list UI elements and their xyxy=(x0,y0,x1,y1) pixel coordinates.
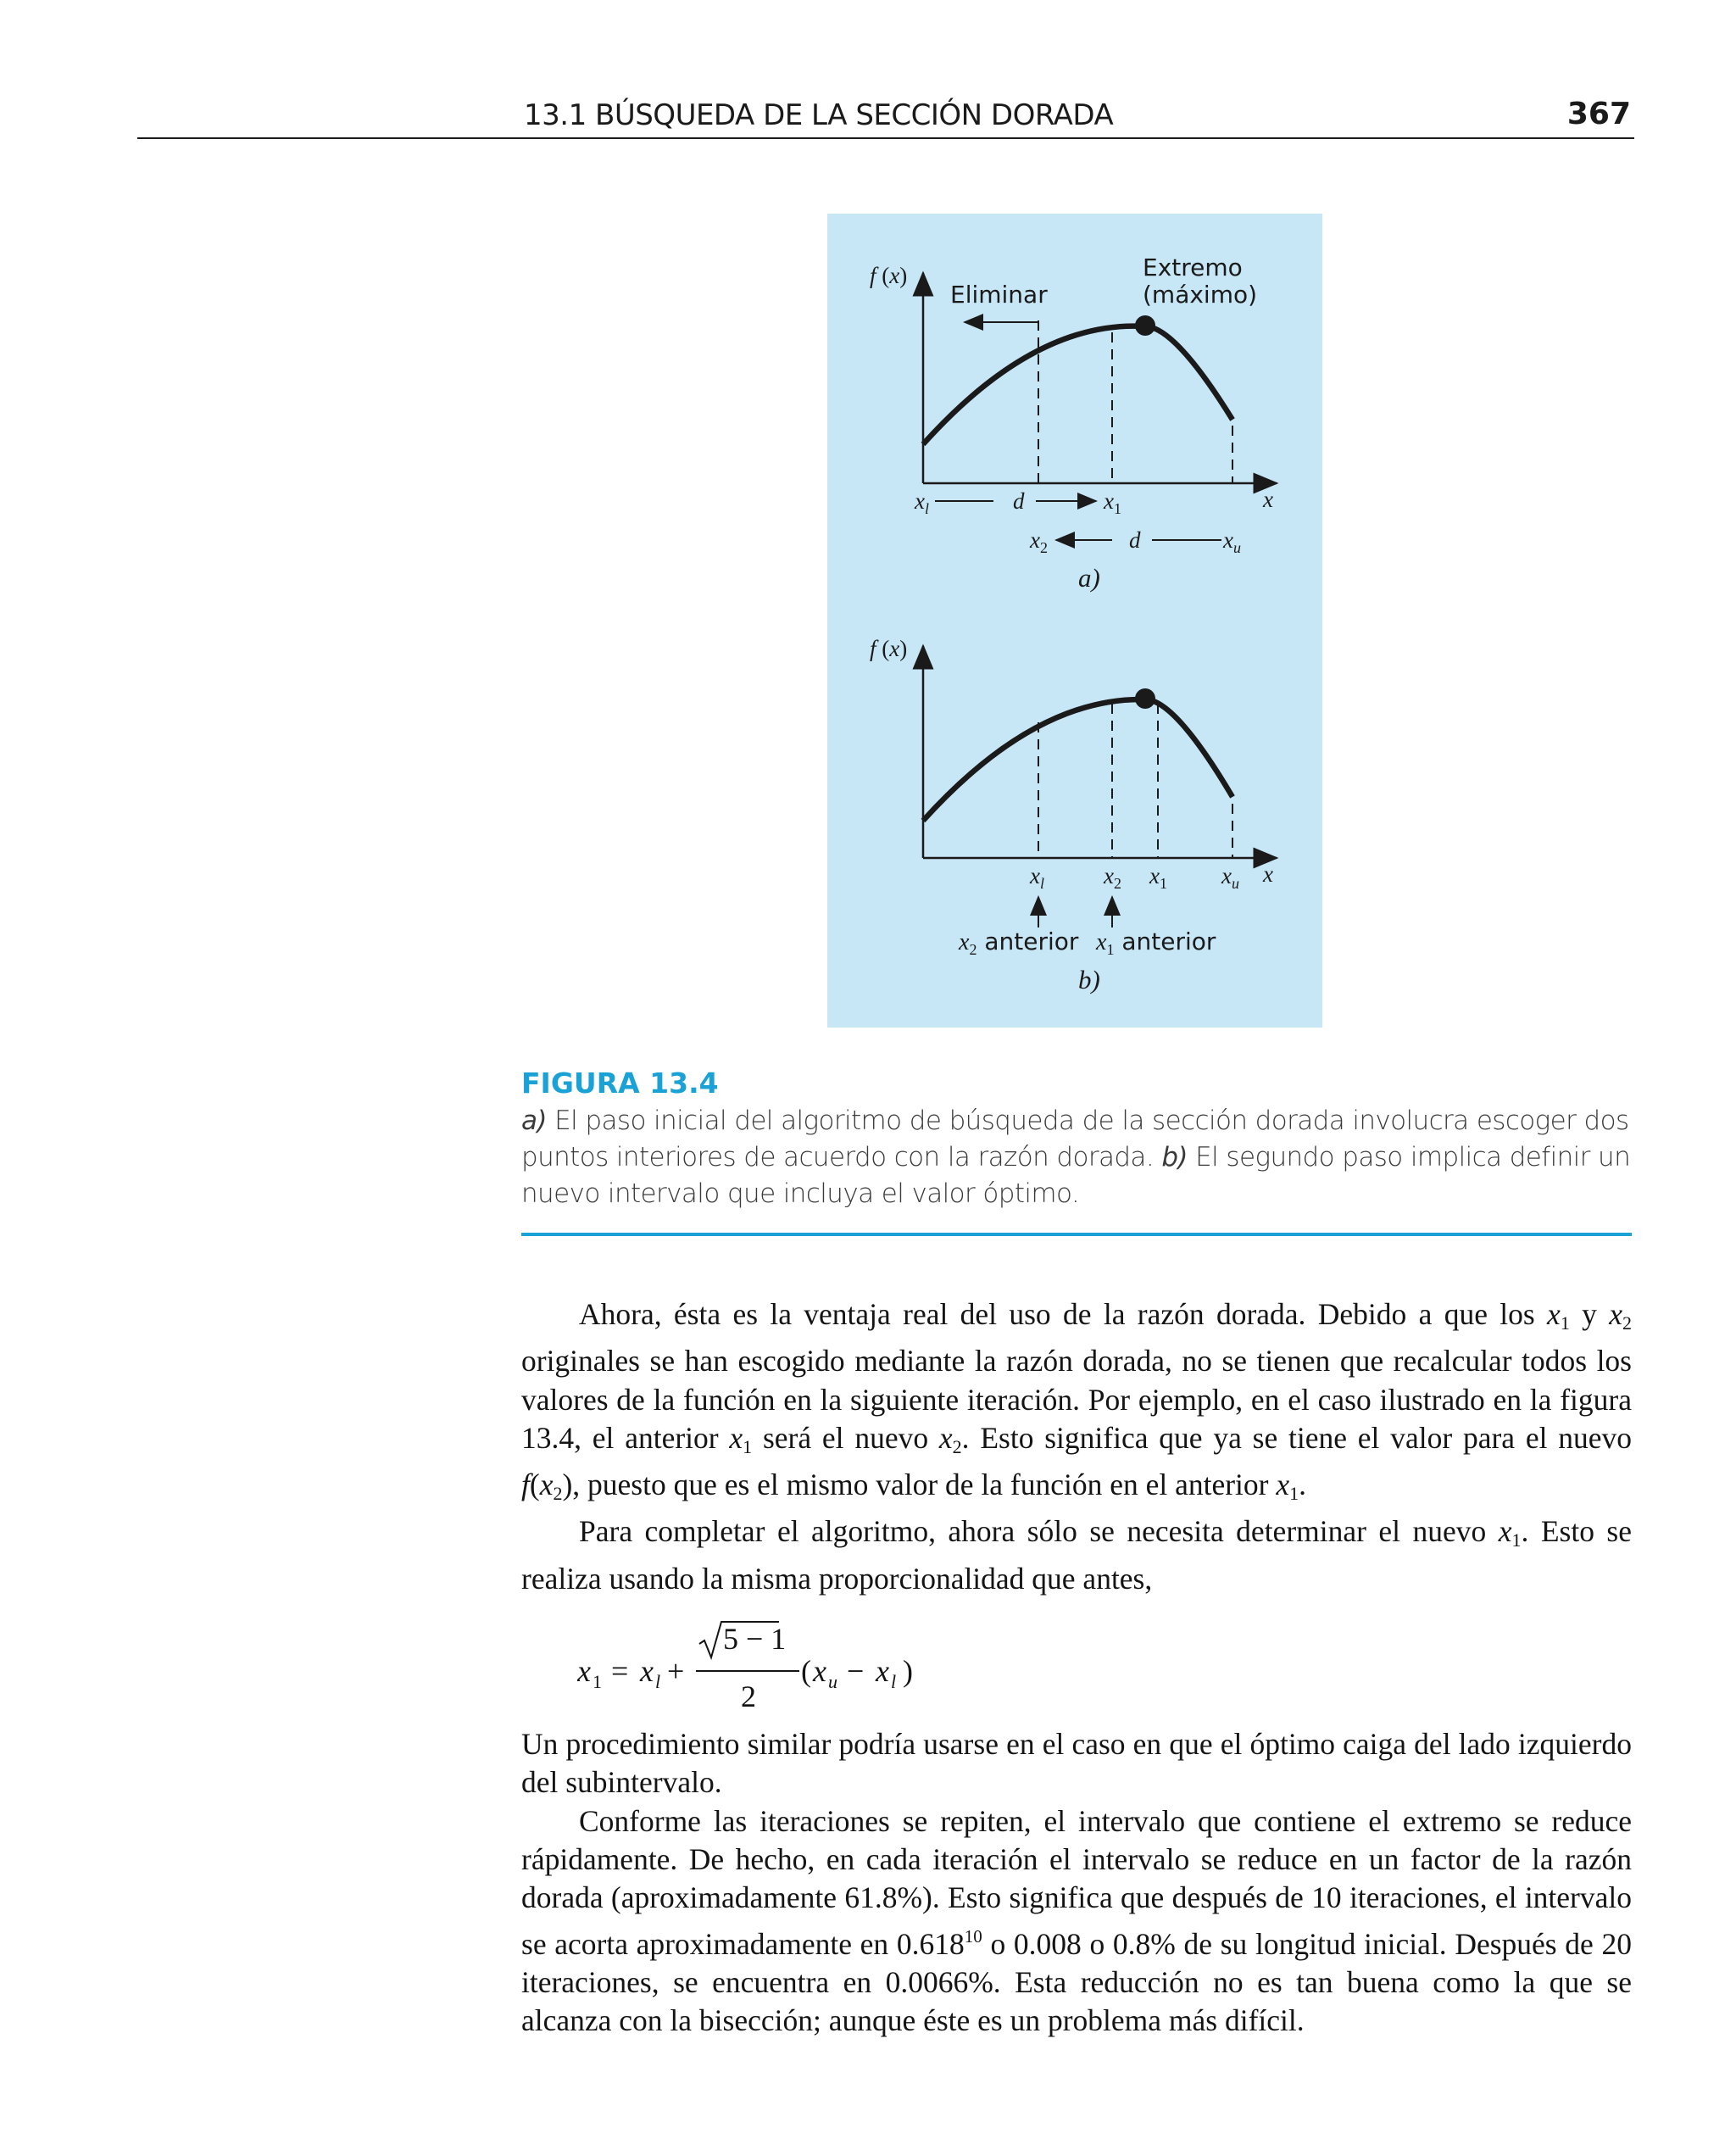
panel-b-curve xyxy=(923,699,1232,821)
eq-minus: − xyxy=(847,1654,865,1689)
eq-rhs-var: x xyxy=(640,1654,654,1689)
eq-paren-open: ( xyxy=(801,1654,811,1689)
paragraph-2 xyxy=(521,1512,1632,1598)
p1-text-4: será el nuevo xyxy=(752,1420,939,1455)
p1-sub: 2 xyxy=(553,1483,563,1505)
p1-sub: 1 xyxy=(1289,1483,1299,1505)
panel-b-arrow-label-1: $x_2$ anterior xyxy=(959,927,1079,958)
panel-b-x1-label: $x_1$ xyxy=(1149,863,1167,892)
p1-sub: 2 xyxy=(1622,1312,1632,1334)
eq-denominator: 2 xyxy=(741,1679,756,1714)
equation-golden-section xyxy=(521,1598,1632,1725)
paragraph-4 xyxy=(521,1802,1632,2041)
p1-paren: ( xyxy=(529,1468,540,1502)
p1-func: f xyxy=(521,1468,530,1502)
p2-var: x xyxy=(1498,1514,1512,1549)
panel-b xyxy=(870,636,1277,994)
panel-a-x2-label: $x_2$ xyxy=(1030,527,1048,556)
p1-sub: 2 xyxy=(952,1435,962,1457)
p1-text-3: originales se han escogido mediante la razón dorada, no se tienen que recalcular todos los valores de la función en la siguiente iteración. Por ejemplo, en el caso ilustrado en la figura 13.4, el anterior xyxy=(521,1344,1632,1455)
panel-a-extreme-label-1: Extremo xyxy=(1143,253,1243,281)
p4-text-1: Conforme las iteraciones se repiten, el intervalo que contiene el extremo se reduce rápidamente. De hecho, en cada iteración el intervalo se reduce en un factor de la razón dorada (aproximadamente 61.8%). Esto significa que después de 10 iteraciones, el intervalo se acorta aproximadamente en 0.618 xyxy=(521,1803,1632,1961)
p1-var: x xyxy=(1609,1297,1622,1331)
p1-var: x xyxy=(938,1420,953,1455)
running-header xyxy=(137,95,1634,139)
panel-b-xu-label: $x_u$ xyxy=(1221,863,1239,892)
figure-caption xyxy=(521,1067,1632,1212)
panel-a-x-label: x xyxy=(1263,487,1273,512)
panel-a-d1-label: d xyxy=(1013,488,1025,514)
eq-lhs-var: x xyxy=(577,1654,591,1689)
paragraph-3: Un procedimiento similar podría usarse en el caso en que el óptimo caiga del lado izquierdo del subintervalo. xyxy=(521,1727,1632,1800)
panel-a-y-label: f (x) xyxy=(870,263,908,288)
caption-divider xyxy=(521,1233,1632,1236)
panel-b-arrow-label-2: $x_1$ anterior xyxy=(1096,927,1216,958)
caption-b-marker: b) xyxy=(1161,1142,1188,1172)
p1-text-8: . xyxy=(1299,1468,1306,1502)
panel-b-x-label: x xyxy=(1263,861,1273,887)
equation-svg xyxy=(577,1610,933,1720)
p1-sub: 1 xyxy=(1560,1312,1570,1334)
p2-text-1: Para completar el algoritmo, ahora sólo se necesita determinar el nuevo xyxy=(579,1514,1499,1549)
caption-a-text: El paso inicial del algoritmo de búsqueda de la sección dorada involucra escoger dos puntos interiores de acuerdo con la razón dorada. xyxy=(521,1106,1629,1172)
panel-b-extreme-marker xyxy=(1135,688,1155,709)
body-text xyxy=(521,1295,1632,2040)
figure-diagram xyxy=(827,214,1322,1028)
eq-numerator: 5 − 1 xyxy=(723,1622,787,1657)
p2-text-2: . Esto se realiza usando la misma proporcionalidad que antes, xyxy=(521,1514,1632,1596)
p1-var: x xyxy=(539,1468,554,1502)
p2-sub: 1 xyxy=(1511,1529,1522,1551)
p1-text-2: y xyxy=(1569,1297,1610,1331)
panel-a-extreme-marker xyxy=(1135,315,1155,336)
eq-xu-sub: u xyxy=(828,1671,837,1693)
eq-plus: + xyxy=(667,1654,685,1689)
paragraph-1 xyxy=(521,1295,1632,1512)
figure-caption-text xyxy=(521,1103,1632,1212)
panel-a-eliminate-label: Eliminar xyxy=(950,281,1048,309)
panel-a-xl-label: $x_l$ xyxy=(915,488,929,517)
panel-b-y-label: f (x) xyxy=(870,636,908,661)
p1-text-5: . Esto significa que ya se tiene el valor para el nuevo xyxy=(961,1420,1632,1455)
panel-a-xu-label: $x_u$ xyxy=(1223,527,1241,556)
caption-b-text: El segundo paso implica definir un nuevo intervalo que incluya el valor óptimo. xyxy=(521,1142,1631,1209)
caption-a-marker: a) xyxy=(521,1106,547,1136)
panel-b-xl-label: $x_l$ xyxy=(1030,863,1044,892)
p1-text-1: Ahora, ésta es la ventaja real del uso de la razón dorada. Debido a que los xyxy=(579,1297,1548,1331)
eq-xl-var: x xyxy=(876,1654,889,1689)
panel-a-d2-label: d xyxy=(1129,527,1141,553)
p1-var: x xyxy=(1276,1468,1290,1502)
panel-a-extreme-label-2: (máximo) xyxy=(1143,281,1258,309)
eq-paren-close: ) xyxy=(903,1654,913,1689)
section-title: 13.1 BÚSQUEDA DE LA SECCIÓN DORADA xyxy=(524,98,1114,132)
eq-equals: = xyxy=(611,1654,629,1689)
p4-text-2: o 0.008 o 0.8% de su longitud inicial. Después de 20 iteraciones, se encuentra en 0.0066%. Esta reducción no es tan buena como la que se alcanza con la bisección; aunque éste es un problema más difícil. xyxy=(521,1926,1632,2038)
page-number: 367 xyxy=(1566,97,1631,131)
panel-a-x1-label: $x_1$ xyxy=(1104,488,1121,517)
eq-xl-sub: l xyxy=(891,1671,897,1693)
p1-text-7: ), puesto que es el mismo valor de la función en el anterior xyxy=(562,1468,1277,1502)
p4-superscript: 10 xyxy=(964,1925,982,1947)
eq-lhs-sub: 1 xyxy=(593,1671,602,1693)
figure-13-4 xyxy=(827,214,1322,1028)
eq-rhs-sub: l xyxy=(655,1671,661,1693)
p1-var: x xyxy=(729,1420,743,1455)
panel-b-label: b) xyxy=(1078,965,1100,994)
figure-title: FIGURA 13.4 xyxy=(521,1067,719,1100)
panel-b-x2-label: $x_2$ xyxy=(1104,863,1121,892)
p1-sub: 1 xyxy=(743,1435,753,1457)
panel-a-curve xyxy=(923,326,1232,444)
p1-var: x xyxy=(1547,1297,1561,1331)
panel-a-label: a) xyxy=(1078,563,1100,593)
eq-xu-var: x xyxy=(813,1654,826,1689)
panel-a xyxy=(870,253,1277,593)
